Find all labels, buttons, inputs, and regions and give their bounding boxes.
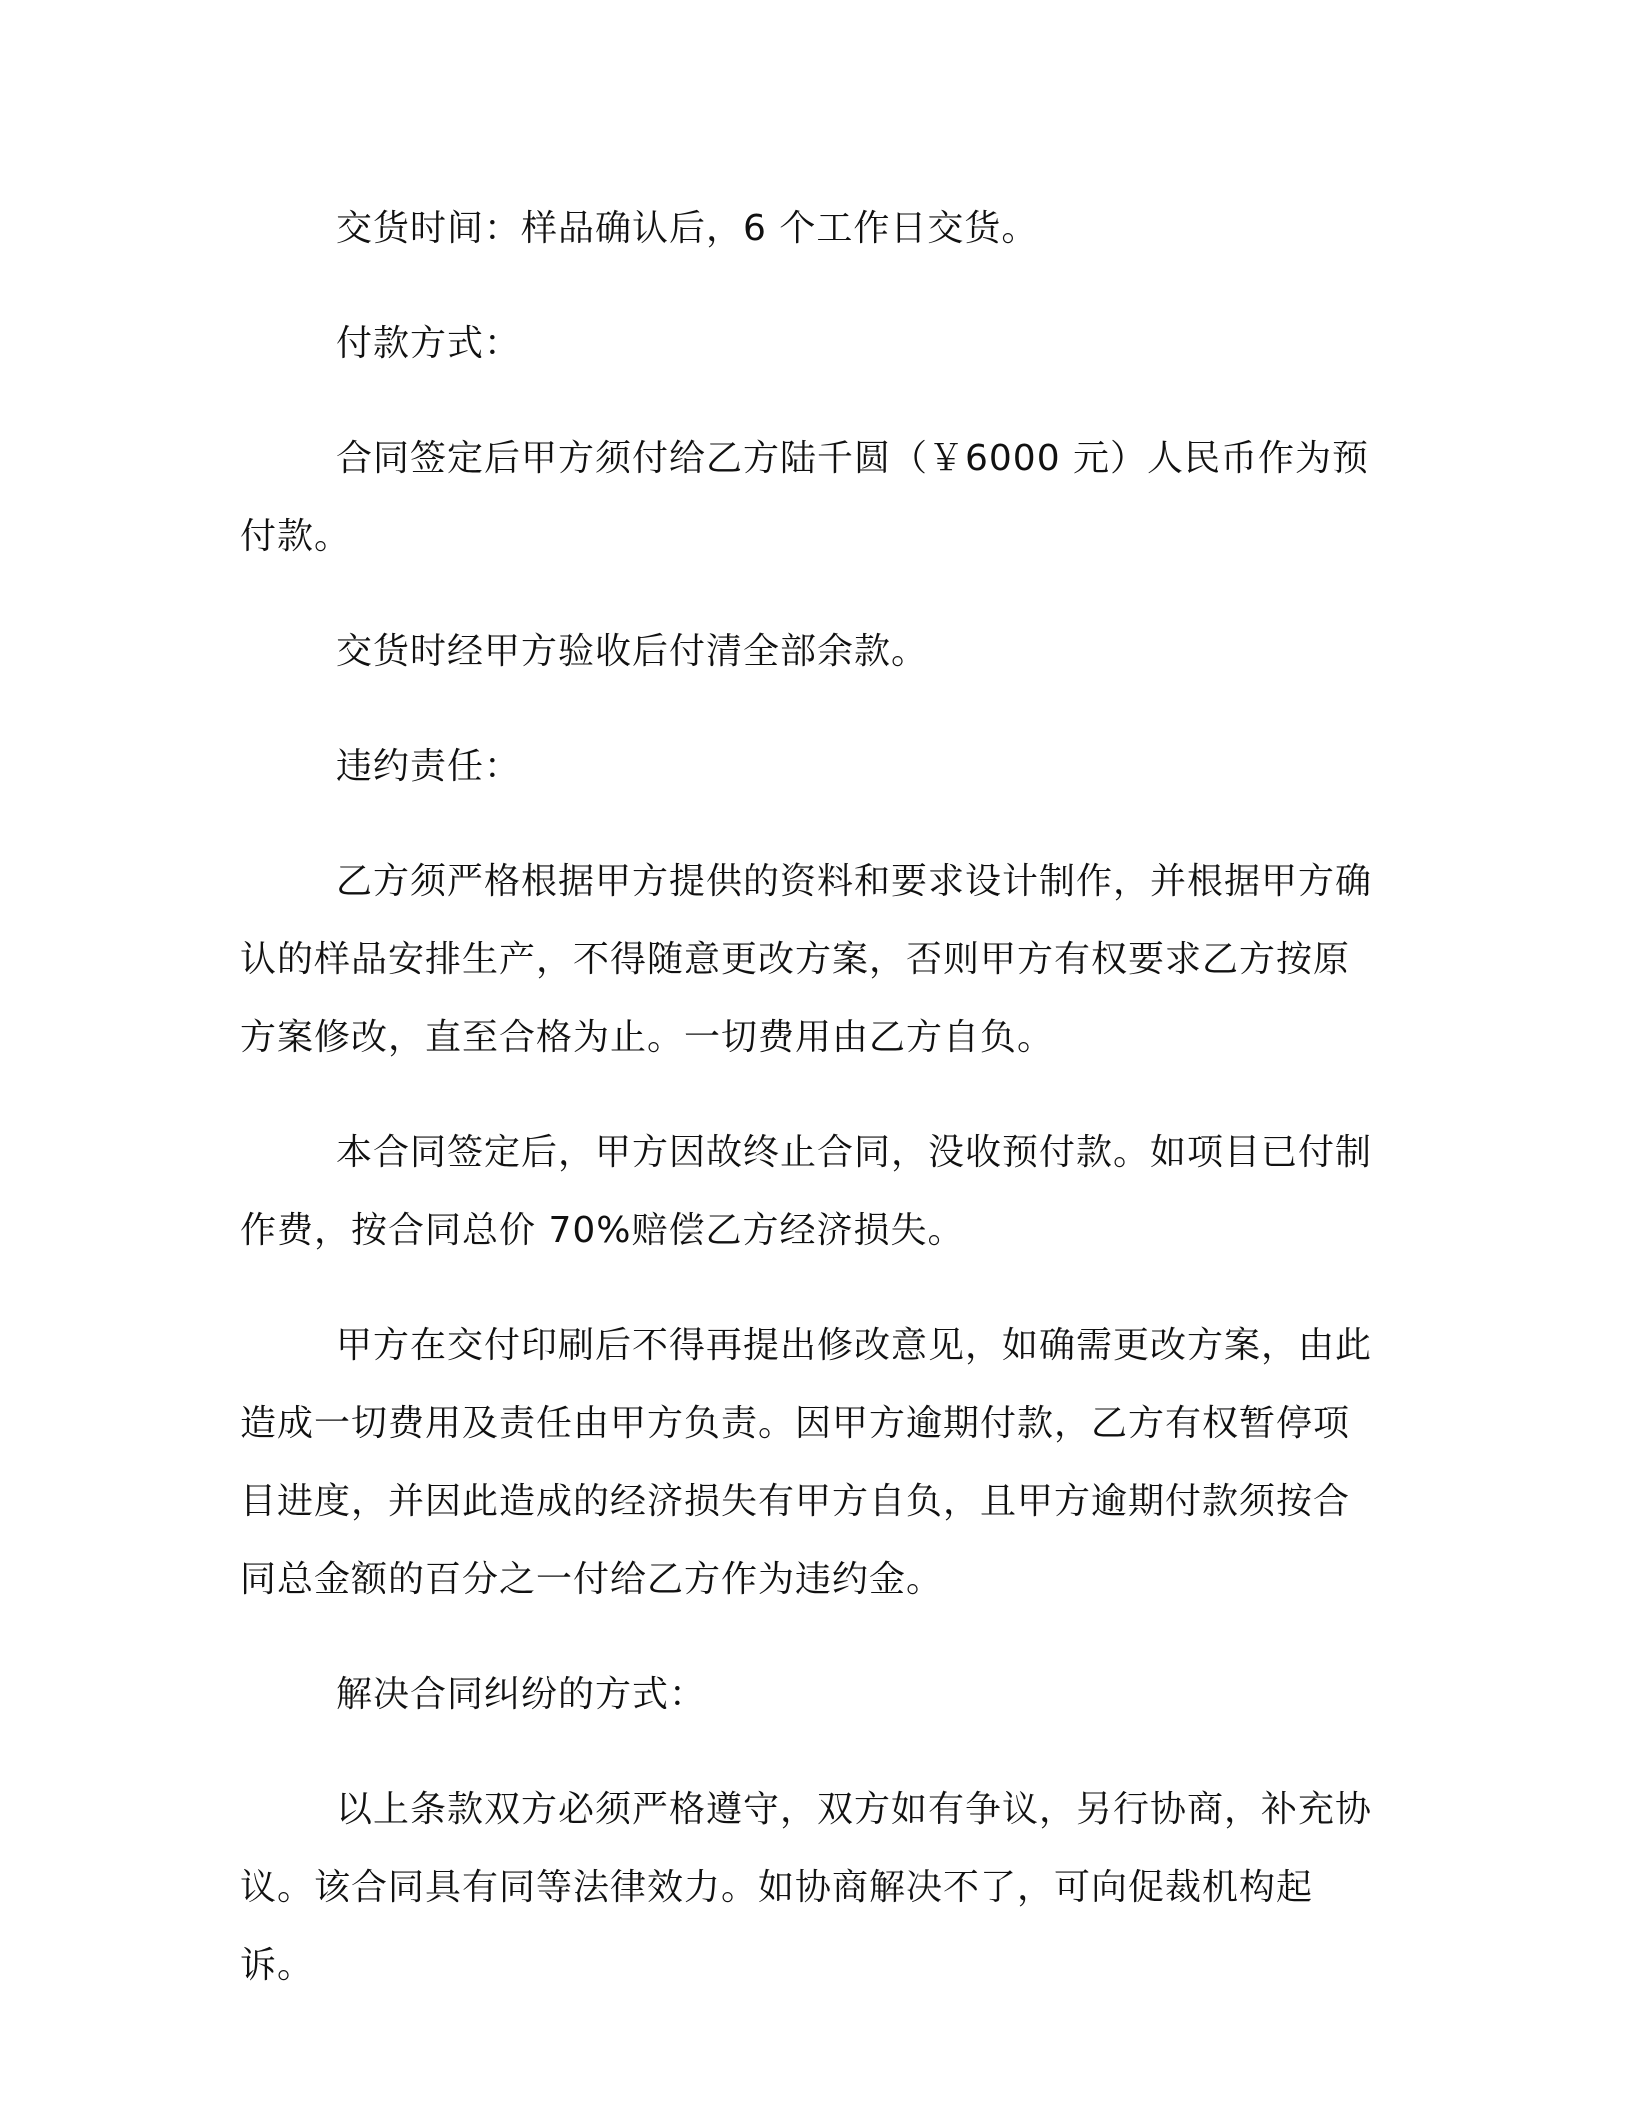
heading-dispute-resolution: 解决合同纠纷的方式： xyxy=(336,1674,707,1715)
paragraph-termination: 本合同签定后，甲方因故终止合同，没收预付款。如项目已付制作费，按合同总价 70%赔偿乙方经济损失。 xyxy=(240,1132,1373,1251)
heading-breach-liability: 违约责任： xyxy=(336,746,522,787)
document-body xyxy=(240,190,1385,2042)
paragraph-party-a-obligations: 甲方在交付印刷后不得再提出修改意见，如确需更改方案，由此造成一切费用及责任由甲方负责。因甲方逾期付款，乙方有权暂停项目进度，并因此造成的经济损失有甲方自负，且甲方逾期付款须按合同总金额的百分之一付给乙方作为违约金。 xyxy=(240,1325,1373,1600)
paragraph-delivery-time: 交货时间：样品确认后，6 个工作日交货。 xyxy=(336,208,1039,249)
paragraph-balance-payment: 交货时经甲方验收后付清全部余款。 xyxy=(336,631,929,672)
heading-payment-method: 付款方式： xyxy=(336,323,522,364)
paragraph-advance-payment: 合同签定后甲方须付给乙方陆千圆（￥6000 元）人民币作为预付款。 xyxy=(240,438,1370,557)
paragraph-party-b-obligations: 乙方须严格根据甲方提供的资料和要求设计制作，并根据甲方确认的样品安排生产，不得随意更改方案，否则甲方有权要求乙方按原方案修改，直至合格为止。一切费用由乙方自负。 xyxy=(240,861,1373,1058)
paragraph-dispute-terms: 以上条款双方必须严格遵守，双方如有争议，另行协商，补充协议。该合同具有同等法律效力。如协商解决不了，可向促裁机构起诉。 xyxy=(240,1789,1373,1986)
